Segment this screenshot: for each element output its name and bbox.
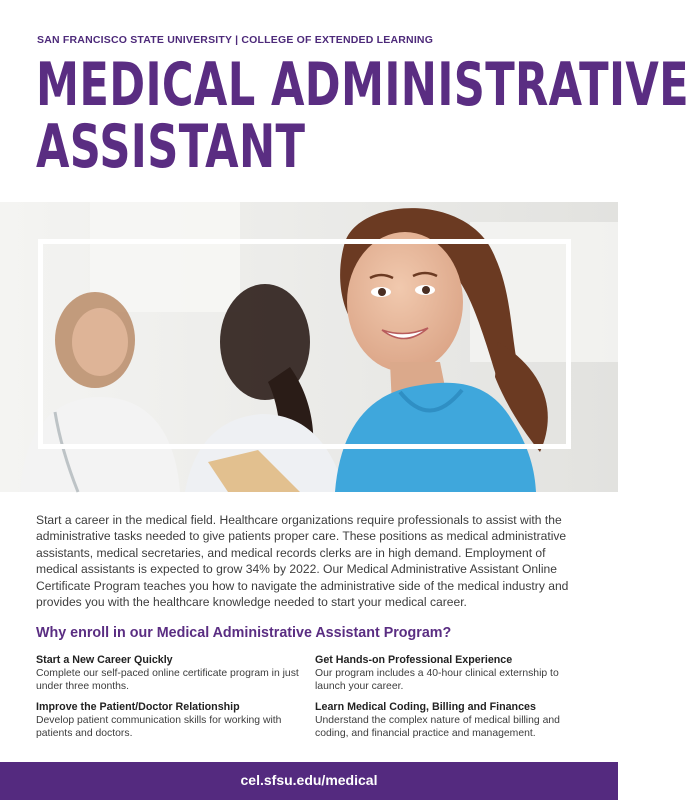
institution-kicker: SAN FRANCISCO STATE UNIVERSITY | COLLEGE OF EXTENDED LEARNING <box>37 34 434 46</box>
benefit-text: Develop patient communication skills for working with patients and doctors. <box>36 715 282 739</box>
hero-photo <box>0 202 618 492</box>
benefit-item <box>315 700 585 740</box>
intro-paragraph: Start a career in the medical field. Healthcare organizations require professionals to assist with the administrative tasks needed to give patients proper care. These positions as medical administrative assistants, medical secretaries, and medical records clerks are in high demand. Employment of medical assistants is expected to grow 34% by 2022. Our Medical Administrative Assistant Online Certificate Program teaches you how to navigate the administrative side of the medical industry and provides you with the healthcare knowledge needed to start your medical career. <box>36 513 569 610</box>
benefit-title: Learn Medical Coding, Billing and Finances <box>315 701 536 713</box>
benefit-item <box>36 653 306 693</box>
why-enroll-heading: Why enroll in our Medical Administrative Assistant Program? <box>36 625 452 641</box>
benefit-item <box>315 653 585 693</box>
benefit-item <box>36 700 306 740</box>
footer-bar <box>0 762 618 800</box>
title-line-1: MEDICAL ADMINISTRATIVE <box>36 50 689 120</box>
benefit-text: Complete our self-paced online certificate program in just under three months. <box>36 668 299 692</box>
benefit-text: Our program includes a 40-hour clinical externship to launch your career. <box>315 668 559 692</box>
benefit-title: Get Hands-on Professional Experience <box>315 654 513 666</box>
photo-frame-overlay <box>38 239 571 449</box>
footer-url-link[interactable]: cel.sfsu.edu/medical <box>240 772 378 788</box>
benefit-title: Improve the Patient/Doctor Relationship <box>36 701 240 713</box>
benefit-title: Start a New Career Quickly <box>36 654 173 666</box>
benefit-text: Understand the complex nature of medical billing and coding, and financial practice and management. <box>315 715 560 739</box>
title-line-2: ASSISTANT <box>36 112 306 182</box>
page-title <box>36 50 689 182</box>
